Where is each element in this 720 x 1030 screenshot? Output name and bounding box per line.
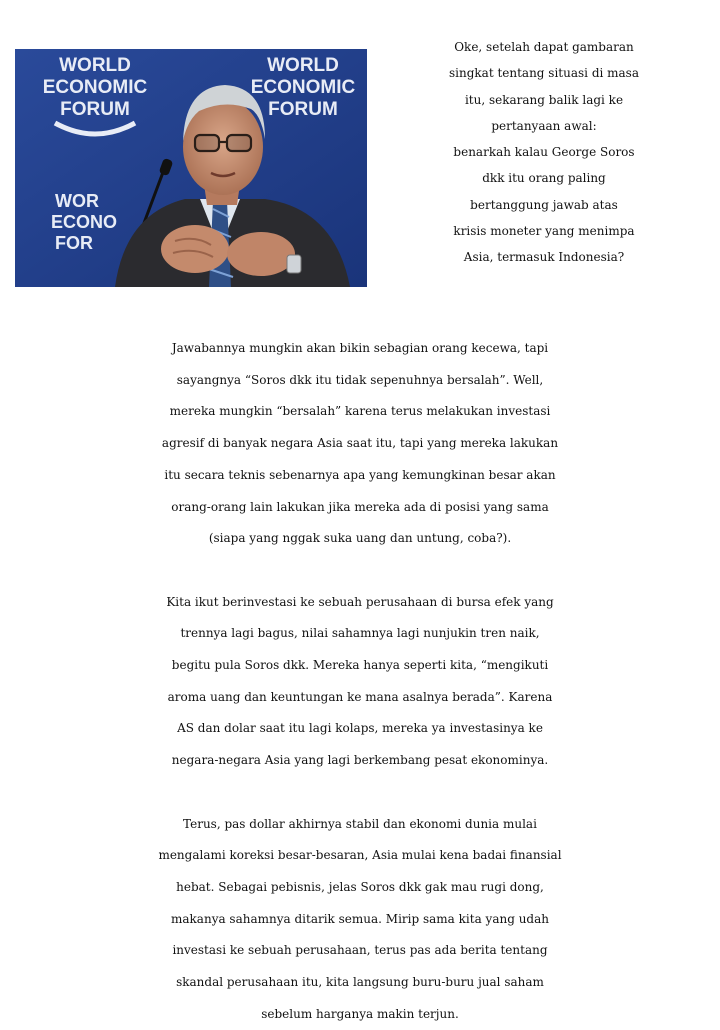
intro-line: singkat tentang situasi di masa bbox=[448, 66, 639, 81]
intro-text-block bbox=[375, 34, 713, 271]
paragraph-spacer bbox=[0, 777, 720, 809]
logo-text: FORUM bbox=[60, 99, 130, 120]
paragraph-line: Kita ikut berinvestasi ke sebuah perusahaan di bursa efek yang bbox=[166, 594, 554, 609]
paragraph-line: (siapa yang nggak suka uang dan untung, coba?). bbox=[208, 531, 512, 546]
paragraph-line: orang-orang lain lakukan jika mereka ada di posisi yang sama bbox=[171, 499, 549, 514]
logo-text: FOR bbox=[55, 233, 93, 253]
intro-line: dkk itu orang paling bbox=[482, 171, 606, 186]
paragraph-line: begitu pula Soros dkk. Mereka hanya seperti kita, “mengikuti bbox=[171, 658, 549, 673]
logo-text: FORUM bbox=[268, 99, 338, 120]
paragraph-line: sebelum harganya makin terjun. bbox=[261, 1006, 459, 1021]
speaker-photo-illustration bbox=[15, 49, 367, 287]
logo-text: ECONOMIC bbox=[250, 77, 356, 98]
paragraph-line: Jawabannya mungkin akan bikin sebagian orang kecewa, tapi bbox=[171, 341, 549, 355]
paragraph-line: AS dan dolar saat itu lagi kolaps, mereka ya investasinya ke bbox=[177, 721, 543, 736]
intro-line: itu, sekarang balik lagi ke bbox=[464, 92, 624, 107]
paragraph-line: sayangnya “Soros dkk itu tidak sepenuhnya bersalah”. Well, bbox=[176, 372, 544, 387]
logo-text: ECONO bbox=[51, 212, 118, 232]
speaker-photo bbox=[15, 49, 367, 287]
paragraph-line: trennya lagi bagus, nilai sahamnya lagi nunjukin tren naik, bbox=[180, 626, 540, 641]
paragraph-3 bbox=[0, 809, 720, 1030]
paragraph-line: skandal perusahaan itu, kita langsung buru-buru jual saham bbox=[176, 975, 544, 990]
logo-text: WORLD bbox=[59, 55, 131, 76]
intro-paragraph bbox=[375, 34, 713, 271]
paragraph-1 bbox=[0, 333, 720, 555]
paragraph-line: hebat. Sebagai pebisnis, jelas Soros dkk gak mau rugi dong, bbox=[176, 879, 544, 894]
intro-line: benarkah kalau George Soros bbox=[453, 145, 635, 160]
paragraph-line: mengalami koreksi besar-besaran, Asia mulai kena badai finansial bbox=[158, 848, 562, 863]
paragraph-line: itu secara teknis sebenarnya apa yang kemungkinan besar akan bbox=[164, 467, 556, 482]
intro-line: Oke, setelah dapat gambaran bbox=[454, 40, 634, 54]
article-body bbox=[0, 333, 720, 1030]
paragraph-line: mereka mungkin “bersalah” karena terus melakukan investasi bbox=[169, 404, 551, 419]
paragraph-line: Terus, pas dollar akhirnya stabil dan ekonomi dunia mulai bbox=[183, 816, 537, 831]
logo-text: ECONOMIC bbox=[42, 77, 148, 98]
paragraph-line: agresif di banyak negara Asia saat itu, tapi yang mereka lakukan bbox=[161, 436, 559, 451]
logo-text: WOR bbox=[55, 191, 99, 211]
paragraph-line: aroma uang dan keuntungan ke mana asalnya berada”. Karena bbox=[167, 689, 553, 704]
paragraph-line: investasi ke sebuah perusahaan, terus pas ada berita tentang bbox=[172, 943, 548, 958]
intro-line: pertanyaan awal: bbox=[491, 118, 597, 133]
intro-line: krisis moneter yang menimpa bbox=[453, 224, 635, 239]
paragraph-line: makanya sahamnya ditarik semua. Mirip sama kita yang udah bbox=[171, 911, 549, 926]
paragraph-line: negara-negara Asia yang lagi berkembang pesat ekonominya. bbox=[171, 753, 549, 768]
paragraph-spacer bbox=[0, 555, 720, 587]
intro-line: Asia, termasuk Indonesia? bbox=[463, 250, 625, 265]
paragraph-2 bbox=[0, 587, 720, 777]
logo-text: WORLD bbox=[267, 55, 339, 76]
intro-line: bertanggung jawab atas bbox=[470, 197, 618, 212]
